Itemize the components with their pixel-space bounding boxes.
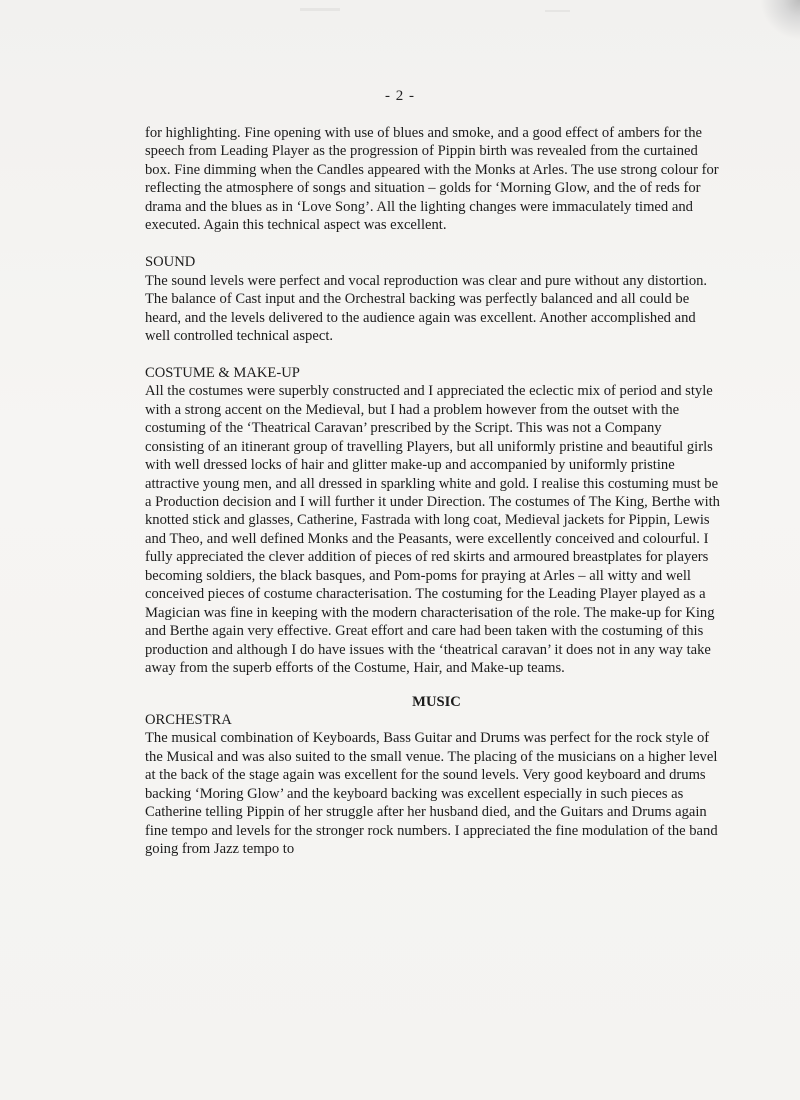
orchestra-heading: ORCHESTRA — [145, 712, 232, 729]
music-section — [145, 693, 720, 859]
scan-mark — [300, 8, 340, 11]
orchestra-paragraph: The musical combination of Keyboards, Bass Guitar and Drums was perfect for the rock style of the Musical and was also suited to the small venue. The placing of the musicians on a higher level at the back of the stage again was excellent for the sound levels. Very good keyboard and drums backing ‘Moring Glow’ and the keyboard backing was excellent especially in such pieces as Catherine telling Pippin of her struggle after her husband died, and the Guitars and Drums again fine tempo and levels for the stronger rock numbers. I appreciated the fine modulation of the band going from Jazz tempo to — [145, 730, 718, 858]
costume-heading: COSTUME & MAKE-UP — [145, 364, 300, 381]
music-heading: MUSIC — [412, 693, 461, 710]
lighting-paragraph: for highlighting. Fine opening with use of blues and smoke, and a good effect of ambers for the speech from Leading Player as the progression of Pippin birth was revealed from the curtained box. Fine dimming when the Candles appeared with the Monks at Arles. The use strong colour for reflecting the atmosphere of songs and situation – golds for ‘Morning Glow, and the of reds for drama and the blues as in ‘Love Song’. All the lighting changes were immaculately timed and executed. Again this technical aspect was excellent. — [145, 125, 719, 234]
sound-paragraph: The sound levels were perfect and vocal reproduction was clear and pure without any distortion. The balance of Cast input and the Orchestral backing was perfectly balanced and all could be heard, and the levels delivered to the audience again was excellent. Another accomplished and well controlled technical aspect. — [145, 272, 708, 344]
scan-corner-shadow — [760, 0, 800, 40]
costume-section — [145, 364, 720, 678]
scan-mark — [545, 10, 570, 12]
sound-section — [145, 253, 720, 345]
page-number: - 2 - — [385, 88, 415, 104]
sound-heading: SOUND — [145, 254, 196, 271]
costume-paragraph: All the costumes were superbly constructed and I appreciated the eclectic mix of period and style with a strong accent on the Medieval, but I had a problem however from the outset with the costuming of the ‘Theatrical Caravan’ prescribed by the Script. This was not a Company consisting of an itinerant group of travelling Players, but all uniformly pristine and beautiful girls with well dressed locks of hair and glitter make-up and accompanied by uniformly pristine attractive young men, and all dressed in sparkling white and gold. I realise this costuming must be a Production decision and I will further it under Direction. The costumes of The King, Berthe with knotted stick and glasses, Catherine, Fastrada with long coat, Medieval jackets for Pippin, Lewis and Theo, and well defined Monks and the Peasants, were excellently conceived and colourful. I fully appreciated the clever addition of pieces of red skirts and armoured breastplates for players becoming soldiers, the black basques, and Pom-poms for praying at Arles – all witty and well conceived pieces of costume characterisation. The costuming for the Leading Player played as a Magician was fine in keeping with the modern characterisation of the role. The make-up for King and Berthe again very effective. Great effort and care had been taken with the costuming of this production and although I do have issues with the ‘theatrical caravan’ it does not in any way take away from the superb efforts of the Costume, Hair, and Make-up teams. — [145, 383, 720, 677]
document-body — [145, 124, 720, 877]
